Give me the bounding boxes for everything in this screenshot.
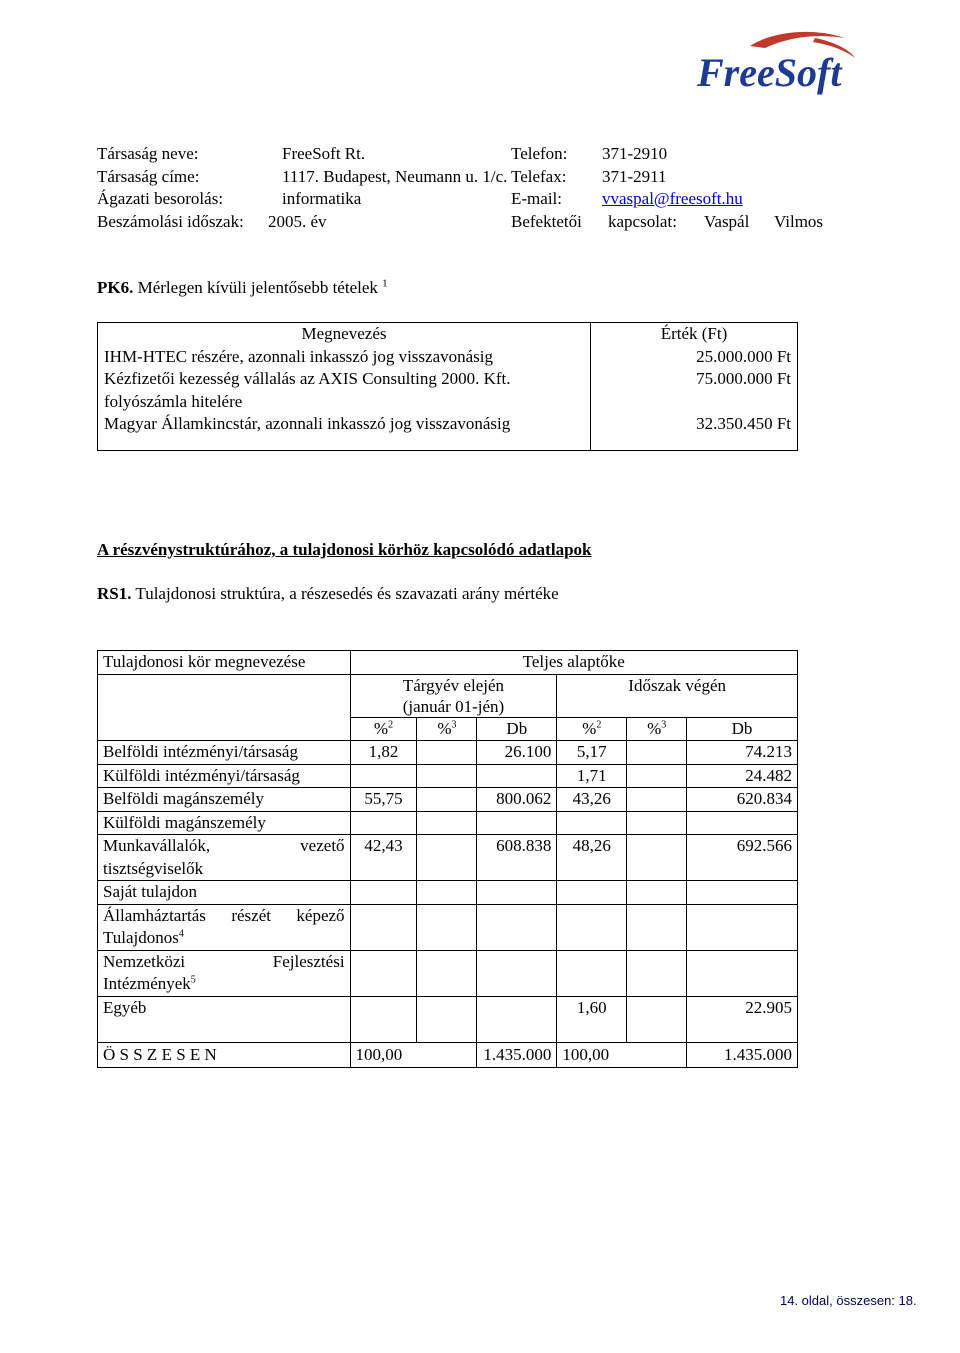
pk6-row-name: Kézfizetői kezesség vállalás az AXIS Consulting 2000. Kft. (98, 368, 591, 391)
pk6-row-name: IHM-HTEC részére, azonnali inkasszó jog visszavonásig (98, 346, 591, 369)
pct-value (350, 811, 417, 835)
db-value (687, 950, 798, 996)
db-value: 24.482 (687, 764, 798, 788)
owner-name-line (103, 927, 345, 950)
col-owner-header: Tulajdonosi kör megnevezése (98, 651, 351, 675)
col-end-header: Időszak végén (557, 674, 798, 717)
col-total-header: Teljes alaptőke (350, 651, 797, 675)
db-header: Db (477, 717, 557, 741)
owner-name (98, 835, 351, 881)
page-footer: 14. oldal, összesen: 18. (780, 1293, 917, 1308)
company-address-value: 1117. Budapest, Neumann u. 1/c. (282, 166, 508, 186)
period-label: Beszámolási időszak: (97, 211, 244, 231)
owner-name-line (103, 973, 345, 996)
total-label: Ö S S Z E S E N (98, 1042, 351, 1067)
db-value (687, 904, 798, 950)
pct-value (417, 835, 477, 881)
table-row (98, 835, 798, 881)
investor-first-name: Vaspál (704, 211, 750, 231)
owner-name: Külföldi magánszemély (98, 811, 351, 835)
db-value: 608.838 (477, 835, 557, 881)
pct-header (350, 717, 417, 741)
pct-value (627, 904, 687, 950)
phone-label: Telefon: (511, 144, 568, 163)
owner-name (98, 904, 351, 950)
investor-label-2: kapcsolat: (608, 211, 677, 231)
svg-text:FreeSoft: FreeSoft (697, 50, 842, 95)
col-start-header (350, 674, 557, 717)
investor-label: Befektetői (511, 211, 582, 231)
pk6-row-name: folyószámla hitelére (98, 391, 591, 414)
footnote-marker: 5 (190, 974, 196, 986)
table-row (98, 904, 798, 950)
pct-value: 1,71 (557, 764, 627, 788)
pct-value: 1,82 (350, 741, 417, 765)
db-value: 1.435.000 (687, 1042, 798, 1067)
phone-value: 371-2910 (602, 144, 668, 163)
pct-value (417, 811, 477, 835)
db-value (477, 950, 557, 996)
pct-sup: 2 (596, 718, 602, 730)
pct-header (417, 717, 477, 741)
owner-name-line: tisztségviselők (103, 858, 204, 878)
pct-value: 5,17 (557, 741, 627, 765)
owner-name: Saját tulajdon (98, 881, 351, 905)
pct-value (557, 950, 627, 996)
db-value: 800.062 (477, 788, 557, 812)
rs1-code: RS1. (97, 584, 132, 603)
pct-value (557, 881, 627, 905)
pct-value (557, 904, 627, 950)
table-row (98, 881, 798, 905)
pk6-row-value: 32.350.450 Ft (591, 413, 798, 451)
pct-value (627, 811, 687, 835)
period-value: 2005. év (268, 211, 327, 231)
pct-value (627, 881, 687, 905)
owner-name-line: Munkavállalók, vezető (103, 836, 345, 855)
pct-value (417, 741, 477, 765)
pct-value (417, 996, 477, 1042)
section-title: A részvénystruktúrához, a tulajdonosi körhöz kapcsolódó adatlapok (97, 540, 592, 559)
total-row (98, 1042, 798, 1067)
db-value: 692.566 (687, 835, 798, 881)
db-value (477, 811, 557, 835)
empty-cell (98, 674, 351, 741)
pct-value (350, 904, 417, 950)
col-start-label-2: (január 01-jén) (402, 696, 505, 716)
table-row (98, 741, 798, 765)
rs1-heading (97, 584, 559, 604)
pct-value (627, 741, 687, 765)
email-link[interactable]: vvaspal@freesoft.hu (602, 189, 743, 208)
db-value: 26.100 (477, 741, 557, 765)
owner-name: Egyéb (98, 996, 351, 1042)
pct-value: 43,26 (557, 788, 627, 812)
pct-value (417, 950, 477, 996)
fax-value: 371-2911 (602, 166, 667, 186)
pct-sup: 3 (451, 718, 457, 730)
pct-symbol: % (582, 718, 597, 738)
pct-value (417, 904, 477, 950)
owner-name: Belföldi magánszemély (98, 788, 351, 812)
sector-value: informatika (282, 189, 362, 208)
owner-name-line: Államháztartás részét képező (103, 905, 345, 925)
freesoft-logo (695, 28, 880, 98)
pct-value (627, 788, 687, 812)
db-value (477, 764, 557, 788)
pct-value (417, 788, 477, 812)
db-value: 620.834 (687, 788, 798, 812)
company-address-label: Társaság címe: (97, 166, 200, 186)
pct-value (627, 764, 687, 788)
pct-sup: 3 (661, 718, 667, 730)
pk6-footnote: 1 (382, 277, 388, 290)
pct-value (627, 996, 687, 1042)
owner-name (98, 950, 351, 996)
pct-value: 1,60 (557, 996, 627, 1042)
pk6-code: PK6. (97, 278, 134, 297)
pk6-row-value (591, 391, 798, 414)
pct-value: 48,26 (557, 835, 627, 881)
pct-value (350, 950, 417, 996)
db-value (477, 904, 557, 950)
db-value (687, 811, 798, 835)
email-label: E-mail: (511, 189, 562, 208)
pct-symbol: % (437, 718, 452, 738)
pct-value: 55,75 (350, 788, 417, 812)
fax-label: Telefax: (511, 166, 567, 186)
company-name-label: Társaság neve: (97, 144, 199, 163)
pct-value (627, 835, 687, 881)
company-name-value: FreeSoft Rt. (282, 144, 366, 163)
pct-symbol: % (647, 718, 662, 738)
pct-value (417, 881, 477, 905)
pct-value (627, 950, 687, 996)
owner-name-text: Tulajdonos (103, 928, 179, 947)
sector-label: Ágazati besorolás: (97, 189, 224, 208)
db-value (477, 881, 557, 905)
rs1-table (97, 650, 798, 1068)
db-value: 1.435.000 (477, 1042, 557, 1067)
pct-value (557, 811, 627, 835)
table-row (98, 764, 798, 788)
pk6-heading (97, 278, 388, 298)
db-value (687, 881, 798, 905)
pk6-row-name: Magyar Államkincstár, azonnali inkasszó jog visszavonásig (98, 413, 591, 451)
pct-symbol: % (373, 718, 389, 738)
pk6-row-value: 25.000.000 Ft (591, 346, 798, 369)
col-start-label: Tárgyév elején (402, 675, 505, 695)
pk6-col-value: Érték (Ft) (591, 323, 798, 346)
owner-name: Külföldi intézményi/társaság (98, 764, 351, 788)
pk6-table (97, 322, 798, 451)
pk6-row-value: 75.000.000 Ft (591, 368, 798, 391)
table-row (98, 950, 798, 996)
pct-header (627, 717, 687, 741)
db-header: Db (687, 717, 798, 741)
pct-header (557, 717, 627, 741)
rs1-title: Tulajdonosi struktúra, a részesedés és szavazati arány mértéke (131, 584, 559, 603)
pct-value (417, 764, 477, 788)
table-row (98, 811, 798, 835)
owner-name-text: Intézmények (103, 974, 191, 993)
pct-value: 100,00 (557, 1042, 687, 1067)
pk6-col-name: Megnevezés (98, 323, 591, 346)
owner-name: Belföldi intézményi/társaság (98, 741, 351, 765)
pct-value (350, 764, 417, 788)
db-value (477, 996, 557, 1042)
pk6-title: Mérlegen kívüli jelentősebb tételek (133, 278, 383, 297)
pct-sup: 2 (388, 718, 394, 730)
pct-value: 100,00 (350, 1042, 477, 1067)
pct-value (350, 881, 417, 905)
db-value: 22.905 (687, 996, 798, 1042)
table-row (98, 788, 798, 812)
footnote-marker: 4 (178, 928, 184, 940)
db-value: 74.213 (687, 741, 798, 765)
owner-name-line: Nemzetközi Fejlesztési (103, 951, 345, 971)
pct-value: 42,43 (350, 835, 417, 881)
table-row (98, 996, 798, 1042)
investor-last-name: Vilmos (774, 211, 824, 231)
pct-value (350, 996, 417, 1042)
